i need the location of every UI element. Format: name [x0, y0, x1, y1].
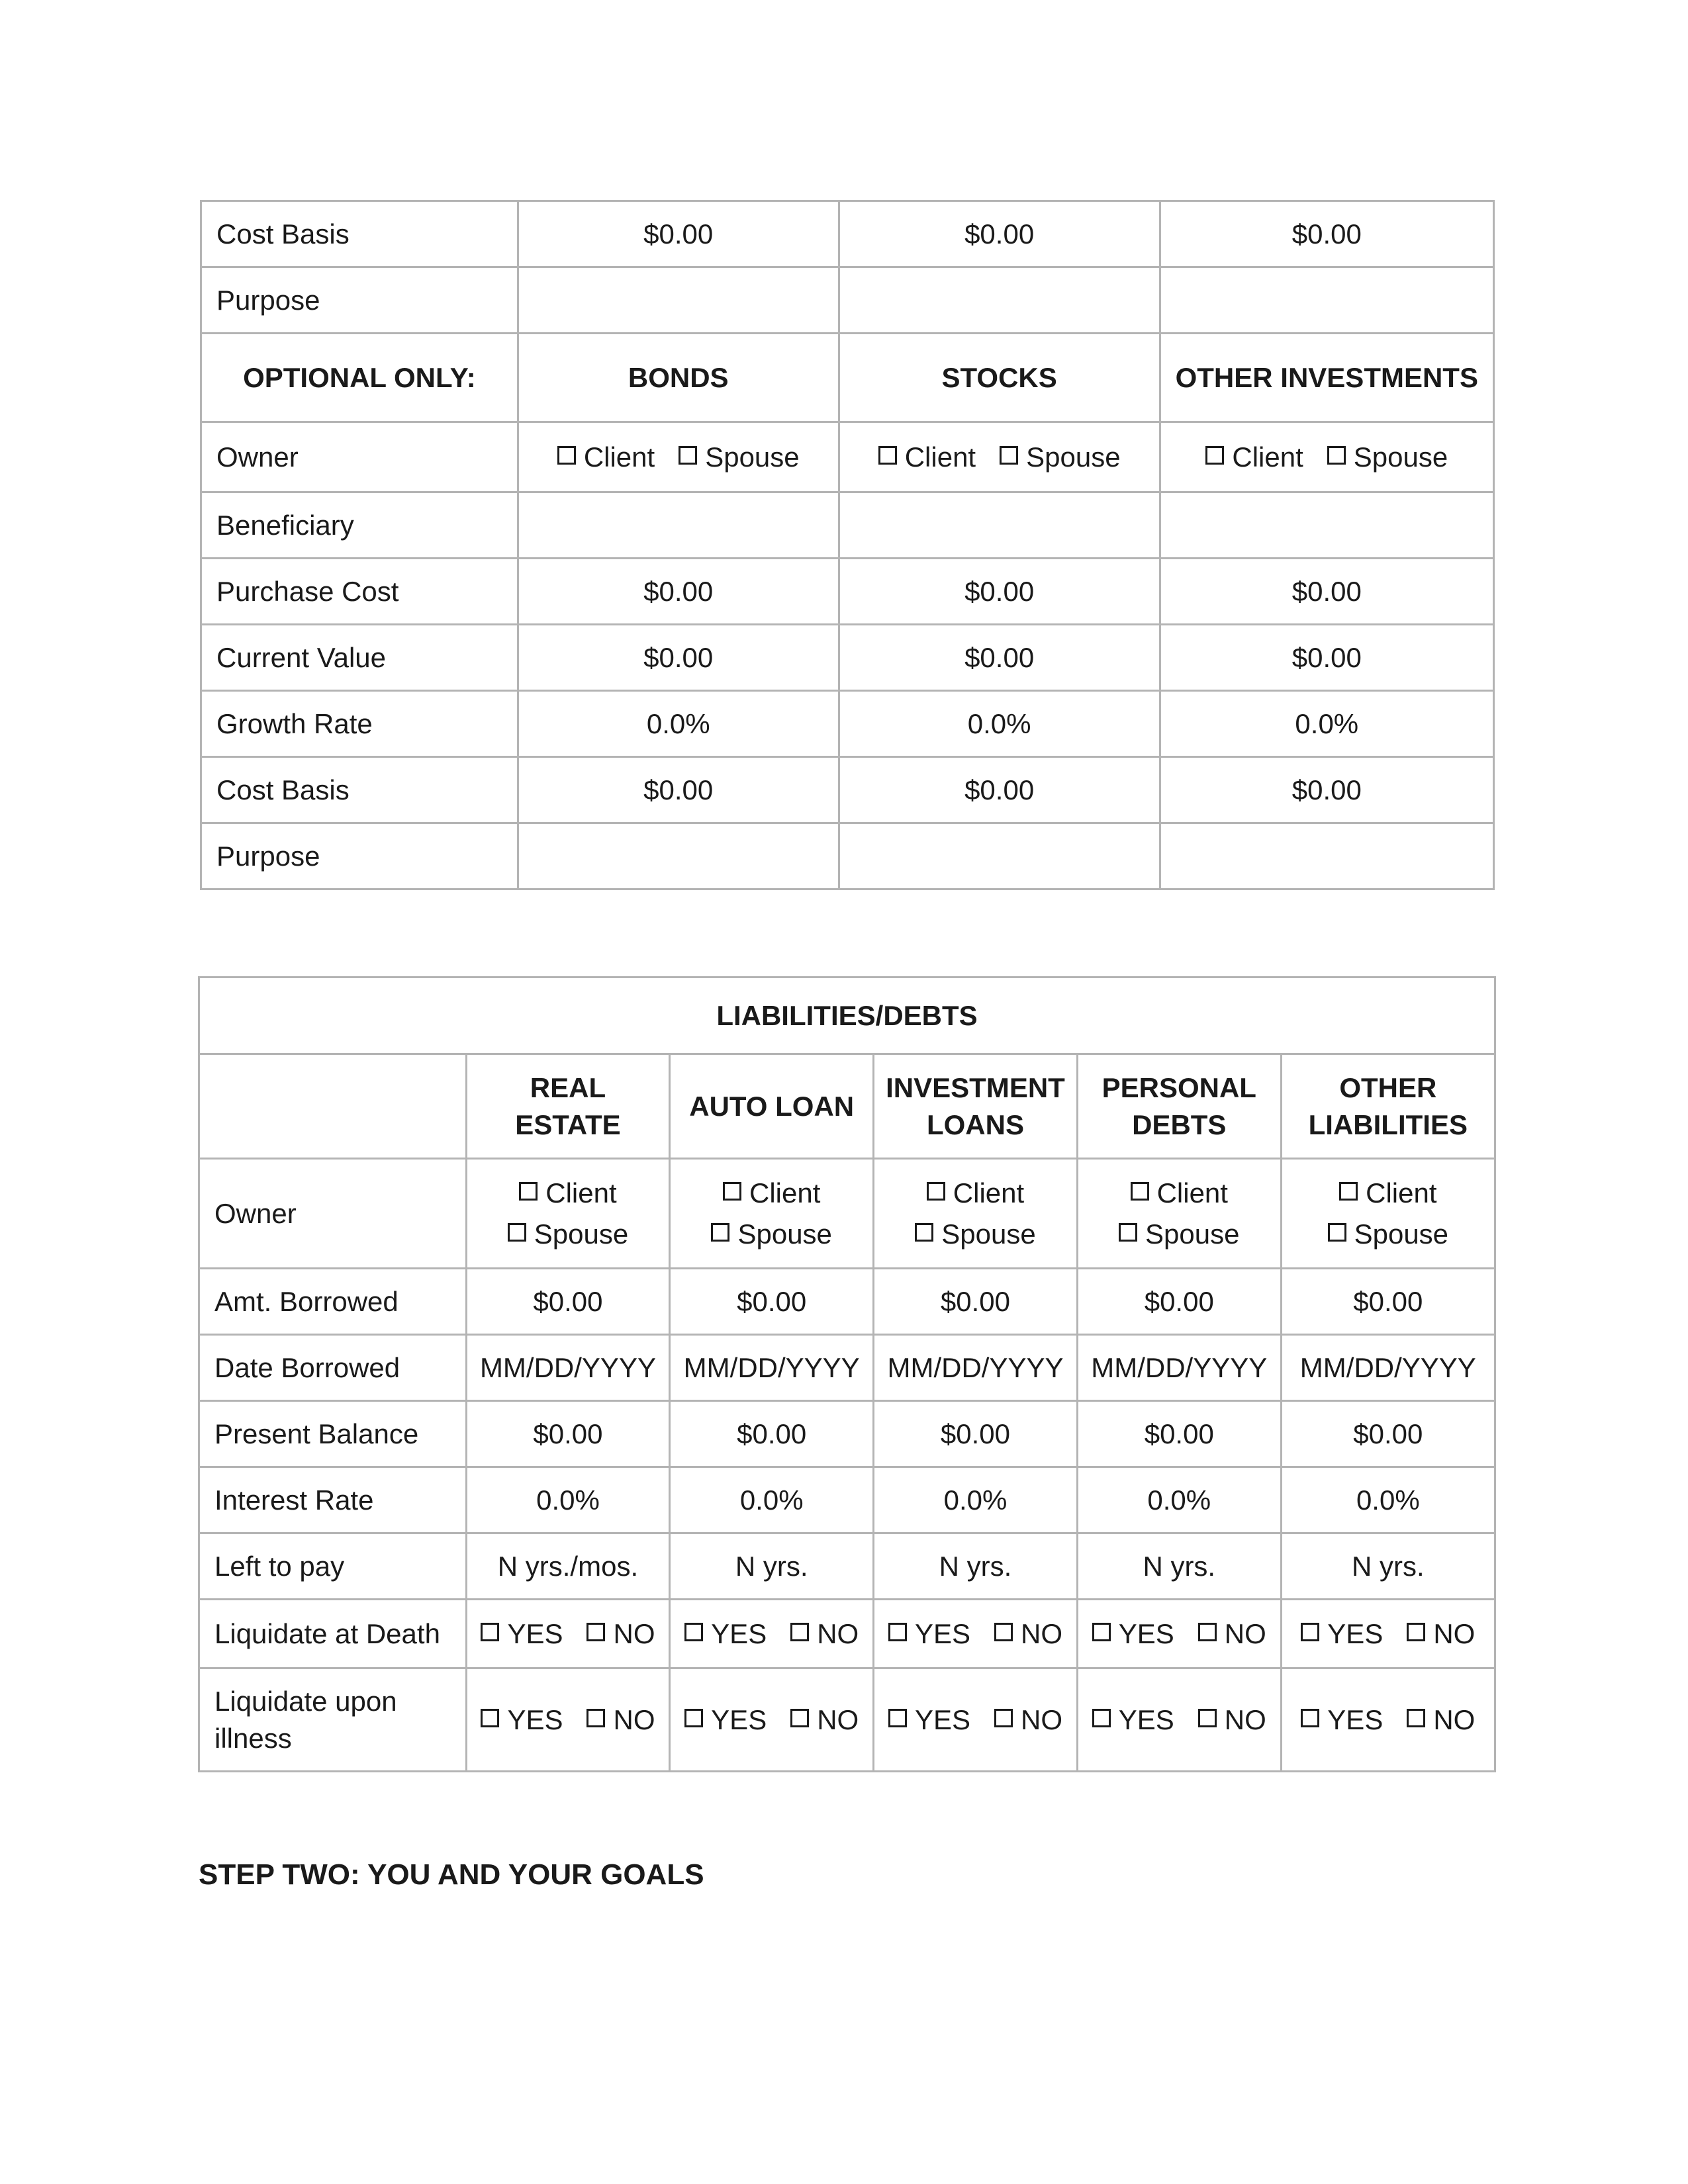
yes-no-cell — [1281, 1600, 1495, 1668]
yes-no-cell — [670, 1668, 874, 1772]
yes-no-cell — [1077, 1668, 1281, 1772]
column-header-line2: LOANS — [926, 1109, 1024, 1140]
value-cell[interactable]: 0.0% — [670, 1467, 874, 1533]
checkbox-icon[interactable] — [1119, 1223, 1137, 1242]
row-label: Liquidate upon illness — [199, 1668, 467, 1772]
yes-no-cell — [1281, 1668, 1495, 1772]
spouse-option[interactable] — [1327, 441, 1448, 473]
row-label: Cost Basis — [201, 757, 518, 823]
row-label: Date Borrowed — [199, 1335, 467, 1401]
empty-header-cell — [199, 1054, 467, 1159]
value-cell[interactable] — [839, 823, 1160, 889]
yes-option[interactable] — [481, 1704, 563, 1736]
value-cell[interactable]: $0.00 — [670, 1401, 874, 1467]
no-label: NO — [1433, 1704, 1476, 1735]
table-row — [199, 1269, 1495, 1335]
spouse-label: Spouse — [534, 1218, 629, 1250]
yes-option[interactable] — [1092, 1618, 1174, 1650]
checkbox-icon[interactable] — [1205, 446, 1224, 465]
checkbox-icon[interactable] — [519, 1182, 538, 1201]
column-header — [1281, 1054, 1495, 1159]
no-label: NO — [1224, 1704, 1266, 1735]
checkbox-icon[interactable] — [790, 1709, 809, 1727]
yes-label: YES — [711, 1704, 767, 1735]
row-label: Amt. Borrowed — [199, 1269, 467, 1335]
owner-option-line — [1291, 1214, 1485, 1255]
owner-cell — [1077, 1159, 1281, 1269]
owner-option-line — [1088, 1173, 1271, 1214]
yes-option[interactable] — [888, 1704, 970, 1736]
yes-no-cell — [466, 1668, 670, 1772]
value-cell[interactable]: 0.0% — [839, 691, 1160, 757]
value-cell[interactable]: 0.0% — [518, 691, 839, 757]
no-option[interactable] — [1407, 1704, 1475, 1736]
checkbox-icon[interactable] — [1301, 1623, 1319, 1641]
value-cell[interactable]: N yrs. — [1281, 1533, 1495, 1600]
column-header-text — [1088, 1069, 1271, 1144]
client-label: Client — [583, 441, 655, 473]
table-row — [201, 757, 1494, 823]
value-cell[interactable]: 0.0% — [466, 1467, 670, 1533]
column-header-line1: AUTO LOAN — [689, 1090, 855, 1122]
value-cell[interactable]: N yrs. — [1077, 1533, 1281, 1600]
row-label: Left to pay — [199, 1533, 467, 1600]
owner-row — [201, 422, 1494, 492]
yes-option[interactable] — [684, 1704, 767, 1736]
table-row — [201, 267, 1494, 334]
checkbox-icon[interactable] — [790, 1623, 809, 1641]
checkbox-icon[interactable] — [1327, 446, 1346, 465]
table-row — [201, 625, 1494, 691]
table-row — [201, 559, 1494, 625]
column-header: OTHER INVESTMENTS — [1160, 334, 1493, 422]
yes-option[interactable] — [1301, 1704, 1383, 1736]
table-row — [201, 823, 1494, 889]
no-option[interactable] — [586, 1704, 655, 1736]
value-cell[interactable]: $0.00 — [839, 559, 1160, 625]
checkbox-icon[interactable] — [586, 1623, 605, 1641]
checkbox-icon[interactable] — [888, 1623, 907, 1641]
owner-cell — [518, 422, 839, 492]
value-cell[interactable]: $0.00 — [839, 625, 1160, 691]
table-row — [199, 1467, 1495, 1533]
table-row — [201, 691, 1494, 757]
value-cell[interactable]: $0.00 — [518, 625, 839, 691]
checkbox-icon[interactable] — [723, 1182, 741, 1201]
yes-no-cell — [670, 1600, 874, 1668]
row-label: Present Balance — [199, 1401, 467, 1467]
no-label: NO — [1224, 1617, 1266, 1649]
value-cell[interactable]: 0.0% — [874, 1467, 1078, 1533]
value-cell[interactable]: MM/DD/YYYY — [874, 1335, 1078, 1401]
checkbox-icon[interactable] — [1301, 1709, 1319, 1727]
header-row — [201, 334, 1494, 422]
yes-option[interactable] — [1301, 1618, 1383, 1650]
value-cell[interactable] — [839, 267, 1160, 334]
spouse-option[interactable] — [1328, 1214, 1448, 1255]
client-label: Client — [545, 1177, 617, 1208]
owner-option-line — [477, 1173, 660, 1214]
client-label: Client — [749, 1177, 821, 1208]
value-cell[interactable]: $0.00 — [874, 1401, 1078, 1467]
yes-option[interactable] — [1092, 1704, 1174, 1736]
no-label: NO — [613, 1704, 655, 1735]
no-option[interactable] — [790, 1704, 859, 1736]
value-cell[interactable]: $0.00 — [1160, 559, 1493, 625]
no-option[interactable] — [994, 1704, 1062, 1736]
checkbox-icon[interactable] — [1198, 1623, 1217, 1641]
value-cell[interactable]: $0.00 — [1077, 1269, 1281, 1335]
owner-cell — [839, 422, 1160, 492]
table-row — [201, 492, 1494, 559]
spouse-option[interactable] — [915, 1214, 1035, 1255]
spouse-label: Spouse — [705, 441, 800, 473]
yes-option[interactable] — [481, 1618, 563, 1650]
owner-cell — [466, 1159, 670, 1269]
column-header-line1: PERSONAL — [1102, 1071, 1256, 1103]
value-cell[interactable]: $0.00 — [1160, 757, 1493, 823]
checkbox-icon[interactable] — [1407, 1709, 1425, 1727]
owner-options — [1088, 1173, 1271, 1255]
spouse-label: Spouse — [1145, 1218, 1240, 1250]
owner-row — [199, 1159, 1495, 1269]
table-title: LIABILITIES/DEBTS — [199, 978, 1495, 1054]
spouse-label: Spouse — [737, 1218, 832, 1250]
owner-option-line — [1291, 1173, 1485, 1214]
no-label: NO — [1021, 1704, 1062, 1735]
no-label: NO — [613, 1617, 655, 1649]
column-header-line2: LIABILITIES — [1308, 1109, 1468, 1140]
checkbox-icon[interactable] — [1328, 1223, 1346, 1242]
no-label: NO — [1021, 1617, 1062, 1649]
spouse-label: Spouse — [941, 1218, 1036, 1250]
value-cell[interactable] — [518, 267, 839, 334]
checkbox-icon[interactable] — [679, 446, 697, 465]
value-cell[interactable]: $0.00 — [1281, 1401, 1495, 1467]
row-label: Beneficiary — [201, 492, 518, 559]
yes-no-cell — [1077, 1600, 1281, 1668]
value-cell[interactable]: MM/DD/YYYY — [670, 1335, 874, 1401]
value-cell[interactable] — [518, 492, 839, 559]
no-option[interactable] — [1198, 1618, 1266, 1650]
checkbox-icon[interactable] — [927, 1182, 945, 1201]
table-row — [199, 1600, 1495, 1668]
checkbox-icon[interactable] — [888, 1709, 907, 1727]
liabilities-table — [198, 976, 1496, 1772]
yes-label: YES — [1327, 1617, 1383, 1649]
table-row — [199, 1668, 1495, 1772]
owner-option-line — [884, 1214, 1067, 1255]
yes-label: YES — [914, 1617, 970, 1649]
no-label: NO — [817, 1704, 859, 1735]
yes-no-cell — [874, 1600, 1078, 1668]
investments-table — [200, 200, 1495, 890]
section-heading-step-two: STEP TWO: YOU AND YOUR GOALS — [199, 1858, 704, 1891]
checkbox-icon[interactable] — [1198, 1709, 1217, 1727]
column-header-text — [680, 1088, 863, 1125]
client-option[interactable] — [1131, 1173, 1228, 1214]
value-cell[interactable]: 0.0% — [1281, 1467, 1495, 1533]
value-cell[interactable]: N yrs. — [670, 1533, 874, 1600]
checkbox-icon[interactable] — [994, 1623, 1013, 1641]
checkbox-icon[interactable] — [1092, 1623, 1111, 1641]
client-label: Client — [953, 1177, 1025, 1208]
checkbox-icon[interactable] — [711, 1223, 729, 1242]
spouse-option[interactable] — [508, 1214, 628, 1255]
owner-option-line — [680, 1214, 863, 1255]
value-cell[interactable]: $0.00 — [839, 201, 1160, 267]
column-header — [670, 1054, 874, 1159]
checkbox-icon[interactable] — [684, 1623, 703, 1641]
checkbox-icon[interactable] — [1339, 1182, 1358, 1201]
no-option[interactable] — [994, 1618, 1062, 1650]
spouse-option[interactable] — [1119, 1214, 1239, 1255]
column-header-text — [1291, 1069, 1485, 1144]
value-cell[interactable]: $0.00 — [1160, 201, 1493, 267]
client-option[interactable] — [723, 1173, 820, 1214]
checkbox-icon[interactable] — [1131, 1182, 1149, 1201]
no-label: NO — [1433, 1617, 1476, 1649]
column-header-text — [477, 1069, 660, 1144]
yes-label: YES — [507, 1617, 563, 1649]
value-cell[interactable]: 0.0% — [1160, 691, 1493, 757]
table-title-row — [199, 978, 1495, 1054]
yes-label: YES — [507, 1704, 563, 1735]
owner-cell — [874, 1159, 1078, 1269]
client-label: Client — [1156, 1177, 1228, 1208]
no-option[interactable] — [1198, 1704, 1266, 1736]
column-header — [1077, 1054, 1281, 1159]
checkbox-icon[interactable] — [481, 1709, 499, 1727]
client-label: Client — [1366, 1177, 1437, 1208]
client-option[interactable] — [1339, 1173, 1436, 1214]
column-header: BONDS — [518, 334, 839, 422]
row-label: Liquidate at Death — [199, 1600, 467, 1668]
value-cell[interactable] — [1160, 492, 1493, 559]
value-cell[interactable] — [1160, 823, 1493, 889]
client-label: Client — [1232, 441, 1303, 473]
column-header-line1: OTHER — [1339, 1071, 1437, 1103]
checkbox-icon[interactable] — [586, 1709, 605, 1727]
column-header-line2: DEBTS — [1132, 1109, 1227, 1140]
spouse-label: Spouse — [1353, 441, 1448, 473]
checkbox-icon[interactable] — [684, 1709, 703, 1727]
value-cell[interactable]: N yrs. — [874, 1533, 1078, 1600]
client-label: Client — [904, 441, 976, 473]
client-option[interactable] — [1205, 441, 1303, 473]
row-label: Growth Rate — [201, 691, 518, 757]
spouse-label: Spouse — [1026, 441, 1121, 473]
client-option[interactable] — [557, 441, 655, 473]
spouse-label: Spouse — [1354, 1218, 1449, 1250]
column-header — [874, 1054, 1078, 1159]
checkbox-icon[interactable] — [878, 446, 897, 465]
value-cell[interactable] — [839, 492, 1160, 559]
yes-label: YES — [711, 1617, 767, 1649]
column-header-line1: INVESTMENT — [886, 1071, 1065, 1103]
value-cell[interactable]: 0.0% — [1077, 1467, 1281, 1533]
column-header: STOCKS — [839, 334, 1160, 422]
row-label: Purpose — [201, 823, 518, 889]
owner-options — [1291, 1173, 1485, 1255]
row-label: Purpose — [201, 267, 518, 334]
column-header-line1: REAL ESTATE — [515, 1071, 621, 1140]
owner-options — [884, 1173, 1067, 1255]
spouse-option[interactable] — [1000, 441, 1120, 473]
owner-option-line — [1088, 1214, 1271, 1255]
value-cell[interactable]: $0.00 — [1281, 1269, 1495, 1335]
table-row — [199, 1335, 1495, 1401]
client-option[interactable] — [519, 1173, 616, 1214]
value-cell[interactable]: $0.00 — [1160, 625, 1493, 691]
value-cell[interactable]: $0.00 — [839, 757, 1160, 823]
owner-options — [680, 1173, 863, 1255]
no-option[interactable] — [790, 1618, 859, 1650]
row-label: Interest Rate — [199, 1467, 467, 1533]
row-label: Purchase Cost — [201, 559, 518, 625]
yes-label: YES — [914, 1704, 970, 1735]
value-cell[interactable]: $0.00 — [518, 559, 839, 625]
column-header-text — [884, 1069, 1067, 1144]
value-cell[interactable]: $0.00 — [518, 757, 839, 823]
table-row — [201, 201, 1494, 267]
yes-label: YES — [1118, 1704, 1174, 1735]
spouse-option[interactable] — [711, 1214, 831, 1255]
value-cell[interactable]: MM/DD/YYYY — [1281, 1335, 1495, 1401]
checkbox-icon[interactable] — [1407, 1623, 1425, 1641]
owner-option-line — [477, 1214, 660, 1255]
owner-cell — [670, 1159, 874, 1269]
owner-cell — [1281, 1159, 1495, 1269]
row-label: Owner — [201, 422, 518, 492]
value-cell[interactable]: MM/DD/YYYY — [1077, 1335, 1281, 1401]
column-header — [466, 1054, 670, 1159]
value-cell[interactable]: N yrs./mos. — [466, 1533, 670, 1600]
checkbox-icon[interactable] — [1092, 1709, 1111, 1727]
value-cell[interactable]: $0.00 — [518, 201, 839, 267]
checkbox-icon[interactable] — [915, 1223, 933, 1242]
owner-options — [477, 1173, 660, 1255]
value-cell[interactable]: $0.00 — [670, 1269, 874, 1335]
checkbox-icon[interactable] — [481, 1623, 499, 1641]
row-label: Cost Basis — [201, 201, 518, 267]
yes-label: YES — [1327, 1704, 1383, 1735]
value-cell[interactable]: $0.00 — [466, 1401, 670, 1467]
checkbox-icon[interactable] — [1000, 446, 1018, 465]
value-cell[interactable] — [518, 823, 839, 889]
client-option[interactable] — [927, 1173, 1024, 1214]
column-header: OPTIONAL ONLY: — [201, 334, 518, 422]
table-row — [199, 1533, 1495, 1600]
header-row — [199, 1054, 1495, 1159]
row-label: Owner — [199, 1159, 467, 1269]
owner-option-line — [884, 1173, 1067, 1214]
table-row — [199, 1401, 1495, 1467]
value-cell[interactable]: $0.00 — [874, 1269, 1078, 1335]
value-cell[interactable] — [1160, 267, 1493, 334]
spouse-option[interactable] — [679, 441, 799, 473]
owner-cell — [1160, 422, 1493, 492]
value-cell[interactable]: MM/DD/YYYY — [466, 1335, 670, 1401]
yes-no-cell — [466, 1600, 670, 1668]
no-option[interactable] — [586, 1618, 655, 1650]
client-option[interactable] — [878, 441, 976, 473]
no-option[interactable] — [1407, 1618, 1475, 1650]
owner-option-line — [680, 1173, 863, 1214]
yes-option[interactable] — [684, 1618, 767, 1650]
checkbox-icon[interactable] — [994, 1709, 1013, 1727]
yes-label: YES — [1118, 1617, 1174, 1649]
yes-no-cell — [874, 1668, 1078, 1772]
row-label: Current Value — [201, 625, 518, 691]
checkbox-icon[interactable] — [508, 1223, 526, 1242]
value-cell[interactable]: $0.00 — [466, 1269, 670, 1335]
value-cell[interactable]: $0.00 — [1077, 1401, 1281, 1467]
no-label: NO — [817, 1617, 859, 1649]
yes-option[interactable] — [888, 1618, 970, 1650]
checkbox-icon[interactable] — [557, 446, 576, 465]
